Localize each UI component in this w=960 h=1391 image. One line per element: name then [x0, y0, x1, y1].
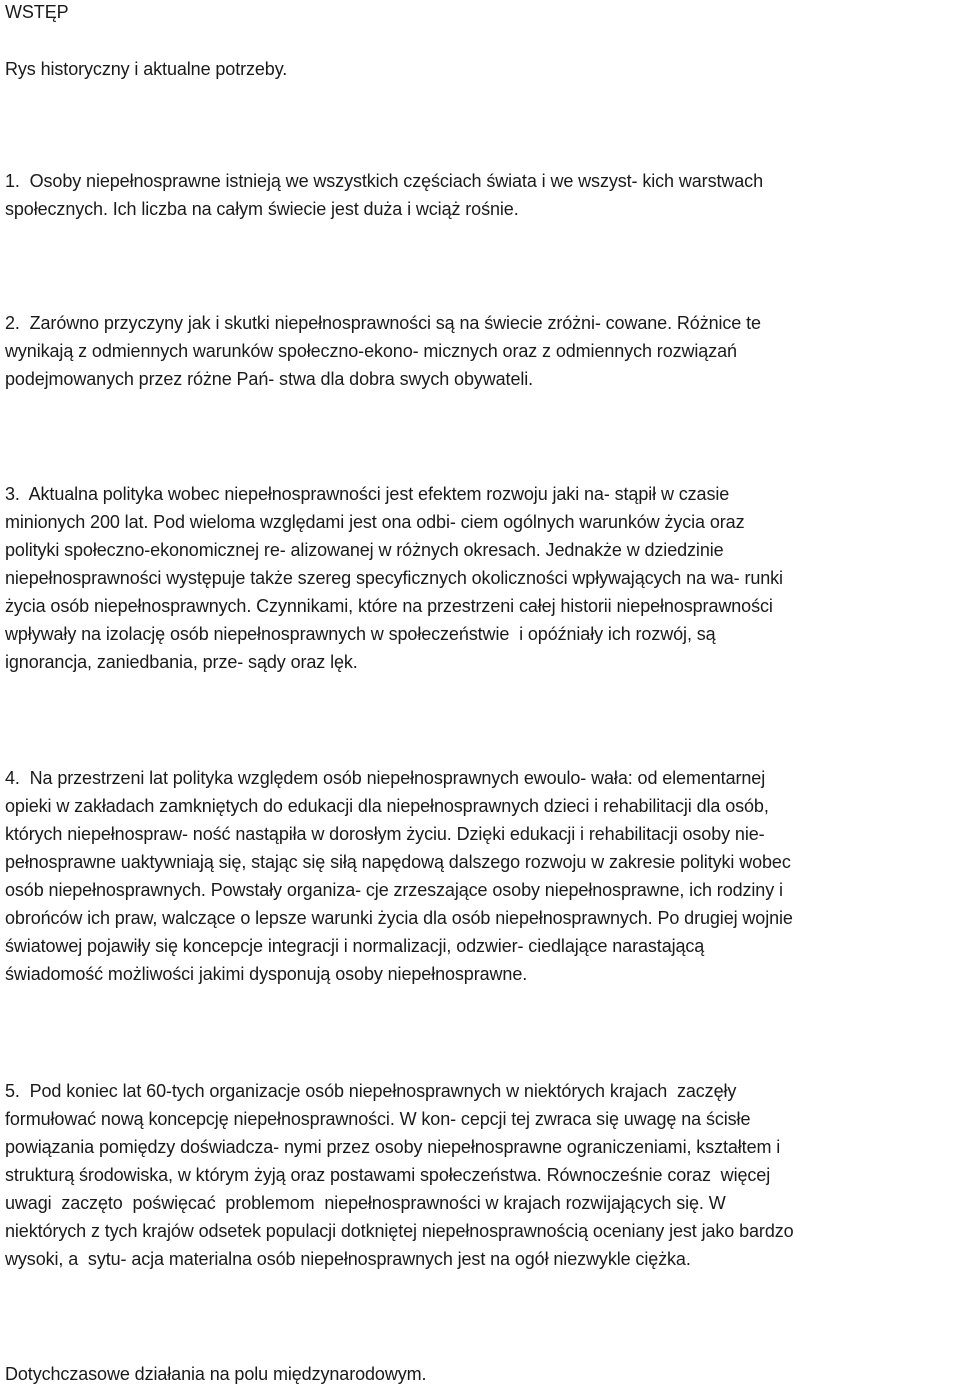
paragraph-3-line-7: ignorancja, zaniedbania, prze- sądy oraz lęk. [5, 652, 358, 672]
paragraph-5-line-6: niektórych z tych krajów odsetek populacji dotkniętej niepełnosprawnością oceniany jest jako bardzo [5, 1221, 794, 1241]
paragraph-5-line-7: wysoki, a sytu- acja materialna osób niepełnosprawnych jest na ogół niezwykle ciężka. [5, 1249, 691, 1269]
paragraph-4-line-8: świadomość możliwości jakimi dysponują osoby niepełnosprawne. [5, 964, 528, 984]
document-subtitle: Rys historyczny i aktualne potrzeby. [5, 59, 288, 79]
paragraph-3-line-5: życia osób niepełnosprawnych. Czynnikami, które na przestrzeni całej historii niepełnosprawności [5, 596, 773, 616]
paragraph-4-line-2: opieki w zakładach zamkniętych do edukacji dla niepełnosprawnych dzieci i rehabilitacji dla osób, [5, 796, 769, 816]
paragraph-3-line-6: wpływały na izolację osób niepełnosprawnych w społeczeństwie i opóźniały ich rozwój, są [5, 624, 716, 644]
paragraph-3-line-3: polityki społeczno-ekonomicznej re- alizowanej w różnych okresach. Jednakże w dziedzinie [5, 540, 724, 560]
section-heading-international: Dotychczasowe działania na polu międzynarodowym. [5, 1364, 427, 1384]
paragraph-1-line-1: 1. Osoby niepełnosprawne istnieją we wszystkich częściach świata i we wszyst- kich warstwach [5, 171, 763, 191]
paragraph-3-line-1: 3. Aktualna polityka wobec niepełnosprawności jest efektem rozwoju jaki na- stąpił w czasie [5, 484, 730, 504]
paragraph-4-line-3: których niepełnospraw- ność nastąpiła w dorosłym życiu. Dzięki edukacji i rehabilitacji osoby nie- [5, 824, 765, 844]
paragraph-4-line-7: światowej pojawiły się koncepcje integracji i normalizacji, odzwier- ciedlające narastającą [5, 936, 705, 956]
paragraph-4-line-1: 4. Na przestrzeni lat polityka względem osób niepełnosprawnych ewoulo- wała: od elementarnej [5, 768, 766, 788]
paragraph-4-line-4: pełnosprawne uaktywniają się, stając się siłą napędową dalszego rozwoju w zakresie polityki wobec [5, 852, 791, 872]
paragraph-4-line-6: obrońców ich praw, walczące o lepsze warunki życia dla osób niepełnosprawnych. Po drugiej wojnie [5, 908, 793, 928]
paragraph-3-line-2: minionych 200 lat. Pod wieloma względami jest ona odbi- ciem ogólnych warunków życia oraz [5, 512, 745, 532]
paragraph-4-line-5: osób niepełnosprawnych. Powstały organiza- cje zrzeszające osoby niepełnosprawne, ich rodziny i [5, 880, 783, 900]
paragraph-5-line-5: uwagi zaczęto poświęcać problemom niepełnosprawności w krajach rozwijających się. W [5, 1193, 726, 1213]
paragraph-5-line-4: strukturą środowiska, w którym żyją oraz postawami społeczeństwa. Równocześnie coraz więcej [5, 1165, 771, 1185]
paragraph-5-line-3: powiązania pomiędzy doświadcza- nymi przez osoby niepełnosprawne ograniczeniami, kształtem i [5, 1137, 781, 1157]
document-heading: WSTĘP [5, 2, 69, 22]
paragraph-2-line-1: 2. Zarówno przyczyny jak i skutki niepełnosprawności są na świecie zróżni- cowane. Różnice te [5, 313, 761, 333]
paragraph-1-line-2: społecznych. Ich liczba na całym świecie jest duża i wciąż rośnie. [5, 199, 519, 219]
paragraph-2-line-3: podejmowanych przez różne Pań- stwa dla dobra swych obywateli. [5, 369, 534, 389]
paragraph-2-line-2: wynikają z odmiennych warunków społeczno-ekono- micznych oraz z odmiennych rozwiązań [5, 341, 737, 361]
paragraph-5-line-2: formułować nową koncepcję niepełnosprawności. W kon- cepcji tej zwraca się uwagę na ścisłe [5, 1109, 751, 1129]
paragraph-3-line-4: niepełnosprawności występuje także szereg specyficznych okoliczności wpływających na wa- runki [5, 568, 783, 588]
paragraph-5-line-1: 5. Pod koniec lat 60-tych organizacje osób niepełnosprawnych w niektórych krajach zaczęły [5, 1081, 737, 1101]
